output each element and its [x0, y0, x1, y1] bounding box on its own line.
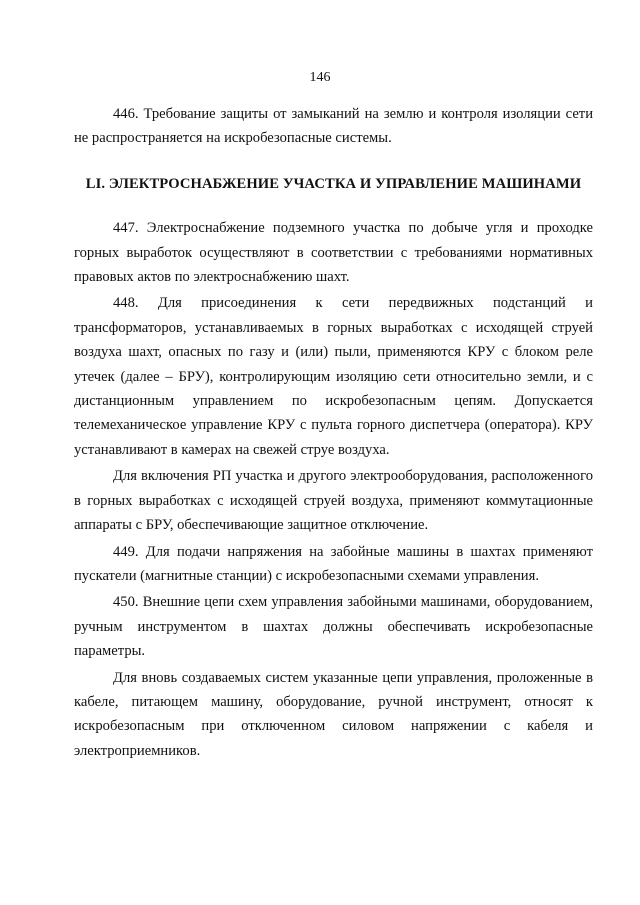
section-heading: LI. ЭЛЕКТРОСНАБЖЕНИЕ УЧАСТКА И УПРАВЛЕНИЕ МАШИНАМИ: [85, 175, 582, 192]
paragraph-449: 449. Для подачи напряжения на забойные машины в шахтах применяют пускатели (магнитные станции) с искробезопасными схемами управления.: [74, 543, 593, 584]
paragraph-447: 447. Электроснабжение подземного участка по добыче угля и проходке горных выработок осуществляют в соответствии с требованиями нормативных правовых актов по электроснабжению шахт.: [74, 220, 593, 286]
paragraph-450: 450. Внешние цепи схем управления забойными машинами, оборудованием, ручным инструментом в шахтах должны обеспечивать искробезопасные параметры.: [74, 594, 593, 660]
paragraph-448-continued: Для включения РП участка и другого электрооборудования, расположенного в горных выработках с исходящей струей воздуха, применяют коммутационные аппараты с БРУ, обеспечивающие защитное отключение.: [74, 468, 593, 534]
paragraph-450-continued: Для вновь создаваемых систем указанные цепи управления, проложенные в кабеле, питающем машину, оборудование, ручной инструмент, относят к искробезопасным при отключенном силовом напряжении с кабеля и электроприемников.: [74, 669, 593, 759]
paragraph-448: 448. Для присоединения к сети передвижных подстанций и трансформаторов, устанавливаемых в горных выработках с исходящей струей воздуха шахт, опасных по газу и (или) пыли, применяются КРУ с блоком реле утечек (далее – БРУ), контролирующим изоляцию сети относительно земли, и с дистанционным управлением по искробезопасным цепям. Допускается телемеханическое управление КРУ с пульта горного диспетчера (оператора). КРУ устанавливают в камерах на свежей струе воздуха.: [74, 295, 593, 458]
page-number: 146: [309, 70, 331, 85]
document-body: [74, 102, 593, 763]
paragraph-446: 446. Требование защиты от замыканий на землю и контроля изоляции сети не распространяется на искробезопасные системы.: [74, 106, 593, 147]
